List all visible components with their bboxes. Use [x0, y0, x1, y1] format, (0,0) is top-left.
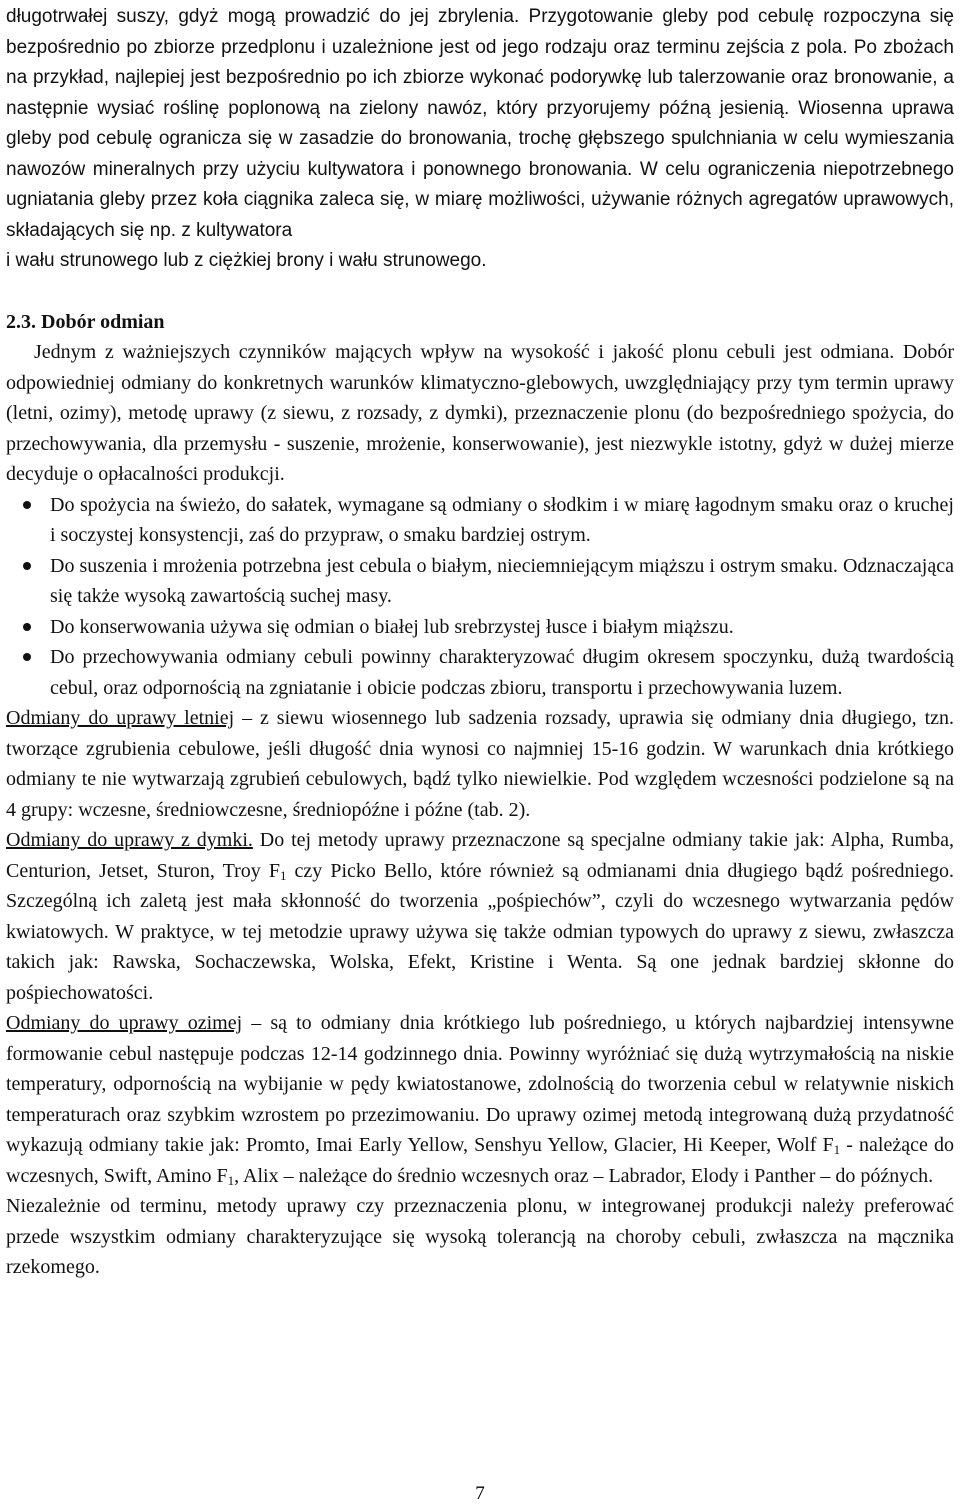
list-item-text: Do suszenia i mrożenia potrzebna jest cebula o białym, nieciemniejącym miąższu i ostrym smaku. Odznaczająca się także wysoką zawartością suchej masy. [50, 554, 954, 607]
winter-varieties-label: Odmiany do uprawy ozimej [6, 1012, 243, 1034]
list-item [6, 490, 954, 551]
paragraph-winter-varieties [6, 1008, 954, 1191]
list-item [6, 642, 954, 703]
paragraph-summer-varieties [6, 703, 954, 825]
paragraph-soil-preparation: długotrwałej suszy, gdyż mogą prowadzić do jej zbrylenia. Przygotowanie gleby pod cebulę rozpoczyna się bezpośrednio po zbiorze przedplonu i uzależnione jest od jego rodzaju oraz terminu zejścia z pola. Po zbożach na przykład, najlepiej jest bezpośrednio po ich zbiorze wykonać podorywkę lub talerzowanie oraz bronowanie, a następnie wysiać roślinę poplonową na zielony nawóz, który przyorujemy późną jesienią. Wiosenna uprawa gleby pod cebulę ogranicza się w zasadzie do bronowania, trochę głębszego spulchniania w celu wymieszania nawozów mineralnych przy użyciu kultywatora i ponownego bronowania. W celu ograniczenia niepotrzebnego ugniatania gleby przez koła ciągnika zaleca się, w miarę możliwości, używanie różnych agregatów uprawowych, składających się np. z kultywatora [6, 6, 954, 241]
winter-varieties-text-cont: - należące do wczesnych, Swift, Amino F [6, 1134, 954, 1187]
list-item-text: Do przechowywania odmiany cebuli powinny charakteryzować długim okresem spoczynku, dużą twardością cebul, oraz odpornością na zgniatanie i obicie podczas zbioru, transportu i przechowywania luzem. [50, 646, 954, 699]
bullet-icon [23, 501, 31, 509]
summer-varieties-label: Odmiany do uprawy letniej [6, 707, 235, 729]
winter-varieties-text-end: , Alix – należące do średnio wczesnych oraz – Labrador, Elody i Panther – do późnych. [234, 1164, 934, 1187]
sets-varieties-label: Odmiany do uprawy z dymki. [6, 829, 253, 851]
page-number: 7 [475, 1483, 485, 1504]
list-item [6, 612, 954, 643]
list-item-text: Do konserwowania używa się odmian o białej lub srebrzystej łusce i białym miąższu. [50, 615, 734, 638]
list-item-text: Do spożycia na świeżo, do sałatek, wymagane są odmiany o słodkim i w miarę łagodnym smaku oraz o kruchej i soczystej konsystencji, zaś do przypraw, o smaku bardziej ostrym. [50, 493, 954, 546]
section-lead-paragraph: Jednym z ważniejszych czynników mających wpływ na wysokość i jakość plonu cebuli jest odmiana. Dobór odpowiedniej odmiany do konkretnych warunków klimatyczno-glebowych, uwzględniający przy tym termin uprawy (letni, ozimy), metodę uprawy (z siewu, z rozsady, z dymki), przeznaczenie plonu (do bezpośredniego spożycia, do przechowywania, dla przemysłu - suszenie, mrożenie, konserwowanie), jest niezwykle istotny, gdyż w dużej mierze decyduje o opłacalności produkcji. [6, 341, 954, 485]
winter-varieties-text: – są to odmiany dnia krótkiego lub pośredniego, u których najbardziej intensywne formowanie cebul następuje podczas 12-14 godzinnego dnia. Powinny wyróżniać się dużą wytrzymałością na niskie temperatury, odpornością na wybijanie w pędy kwiatostanowe, zdolnością do tworzenia cebul w relatywnie niskich temperaturach oraz szybkim wzrostem po przezimowaniu. Do uprawy ozimej metodą integrowaną dużą przydatność wykazują odmiany takie jak: Promto, Imai Early Yellow, Senshyu Yellow, Glacier, Hi Keeper, Wolf F [6, 1012, 954, 1156]
variety-purpose-list [6, 490, 954, 704]
summer-varieties-text: – z siewu wiosennego lub sadzenia rozsady, uprawia się odmiany dnia długiego, tzn. tworzące zgrubienia cebulowe, jeśli długość dnia wynosi co najmniej 15-16 godzin. W warunkach dnia krótkiego odmiany te nie wytwarzają zgrubień cebulowych, bądź tylko niewielkie. Pod względem wczesności podzielone są na 4 grupy: wczesne, średniowczesne, średniopóźne i późne (tab. 2). [6, 707, 954, 821]
sets-varieties-text: Do tej metody uprawy przeznaczone są specjalne odmiany takie jak: Alpha, Rumba, Centurion, Jetset, Sturon, Troy F [6, 829, 954, 882]
subscript: 1 [833, 1142, 841, 1157]
paragraph-final: Niezależnie od terminu, metody uprawy czy przeznaczenia plonu, w integrowanej produkcji należy preferować przede wszystkim odmiany charakteryzujące się wysoką tolerancją na choroby cebuli, zwłaszcza na mącznika rzekomego. [6, 1195, 954, 1278]
paragraph-soil-preparation-end: i wału strunowego lub z ciężkiej brony i wału strunowego. [6, 250, 487, 271]
sets-varieties-text-cont: czy Picko Bello, które również są odmianami dnia długiego bądź pośredniego. Szczególną ich zaletą jest mała skłonność do tworzenia „pośpiechów”, czyli do wczesnego wytwarzania pędów kwiatowych. W praktyce, w tej metodzie uprawy używa się także odmian typowych do uprawy z siewu, zwłaszcza takich jak: Rawska, Sochaczewska, Wolska, Efekt, Kristine i Wenta. Są one jednak bardziej skłonne do pośpiechowatości. [6, 859, 954, 1004]
bullet-icon [23, 623, 31, 631]
subscript: 1 [227, 1172, 235, 1188]
bullet-icon [23, 653, 31, 661]
section-heading: 2.3. Dobór odmian [6, 310, 165, 333]
subscript: 1 [279, 867, 287, 883]
paragraph-sets-varieties [6, 825, 954, 1008]
bullet-icon [23, 562, 31, 570]
list-item [6, 551, 954, 612]
